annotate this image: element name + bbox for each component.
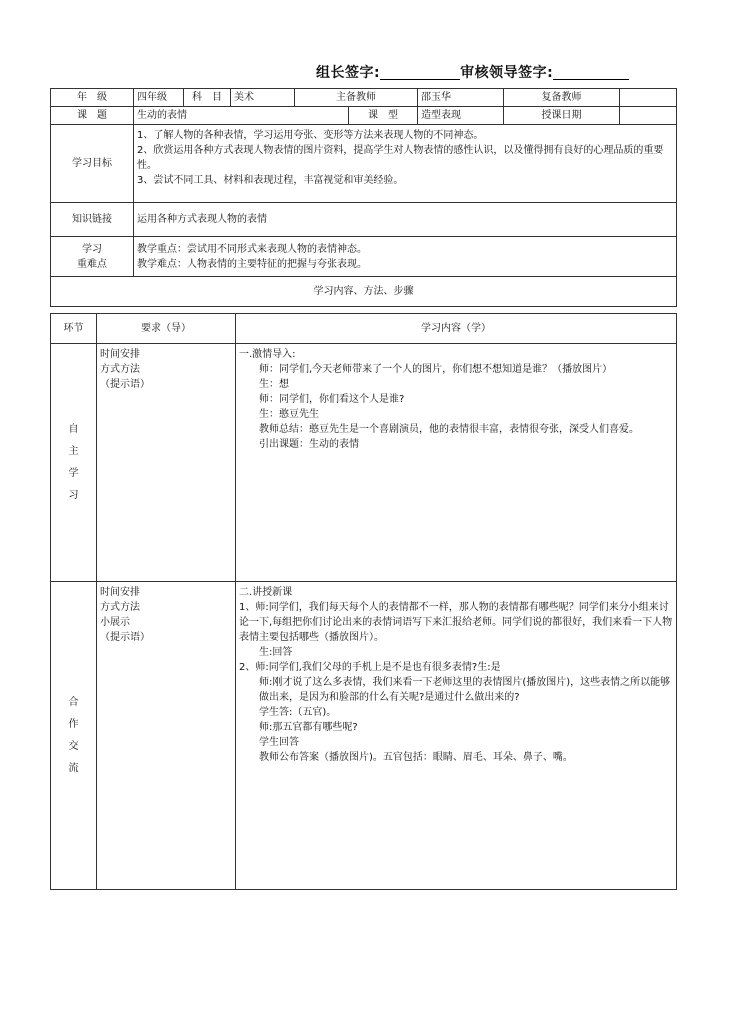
signature-line <box>316 62 629 82</box>
stage-name <box>51 582 97 890</box>
objective-item: 1、了解人物的各种表情，学习运用夸张、变形等方法来表现人物的不同神态。 <box>137 130 484 141</box>
content-line: 学生答:（五官)。 <box>259 707 337 718</box>
content-line: 生：憨豆先生 <box>259 409 319 420</box>
stage-name-char: 合 <box>68 696 79 708</box>
stage-name-char: 自 <box>68 423 79 435</box>
key-points-label <box>51 237 134 277</box>
requirement-line: 方式方法 <box>100 602 140 613</box>
date-value <box>620 107 677 125</box>
teaching-difficulty: 教学难点：人物表情的主要特征的把握与夸张表现。 <box>137 258 367 270</box>
content-line: 1、师:同学们，我们每天每个人的表情都不一样，那人物的表情都有哪些呢？同学们来分小组来讨论一下,每组把你们讨论出来的表情词语写下来汇报给老师。同学们说的都很好，我们来看一下人物表情主要包括哪些（播放图片）。 <box>239 602 673 643</box>
stage-row <box>51 582 677 890</box>
requirement-line: 时间安排 <box>100 349 140 360</box>
group-leader-signature-label: 组长签字: <box>316 65 381 81</box>
stage-name-char: 主 <box>68 445 79 457</box>
stage-name <box>51 344 97 582</box>
lesson-type-value: 造型表现 <box>418 107 504 125</box>
requirement-line: （提示语） <box>100 379 150 390</box>
objectives-content <box>134 125 677 203</box>
content-line: 生:回答 <box>259 647 293 658</box>
stage-name-char: 学 <box>68 467 79 479</box>
section-title: 学习内容、方法、步骤 <box>51 277 677 307</box>
requirement-line: 方式方法 <box>100 364 140 375</box>
content-line: 师：同学们，你们看这个人是谁? <box>259 394 405 405</box>
lead-teacher-label: 主备教师 <box>295 89 418 107</box>
content-line: 引出课题：生动的表情 <box>259 439 359 450</box>
content-line: 二.讲授新课 <box>239 587 293 598</box>
learning-process-table <box>50 313 677 890</box>
co-teacher-label: 复备教师 <box>504 89 620 107</box>
content-line: 一.激情导入: <box>239 349 296 360</box>
column-header-stage: 环节 <box>51 314 97 344</box>
key-points-content <box>134 237 677 277</box>
review-leader-signature-blank[interactable] <box>553 65 629 80</box>
stage-name-char: 交 <box>68 740 79 752</box>
lead-teacher-value: 邵玉华 <box>418 89 504 107</box>
stage-row <box>51 344 677 582</box>
subject-value: 美术 <box>231 89 295 107</box>
objectives-label: 学习目标 <box>51 125 134 203</box>
requirement-line: 小展示 <box>100 617 130 628</box>
objective-item: 3、尝试不同工具、材料和表现过程，丰富视觉和审美经验。 <box>137 175 404 186</box>
key-points-label-line2: 重难点 <box>77 258 107 270</box>
stage-name-char: 习 <box>68 489 79 501</box>
column-header-content: 学习内容（学） <box>236 314 677 344</box>
review-leader-signature-label: 审核领导签字: <box>460 65 554 81</box>
content-line: 师:那五官都有哪些呢? <box>259 722 358 733</box>
lesson-type-label: 课 型 <box>349 107 418 125</box>
teaching-focus: 教学重点：尝试用不同形式来表现人物的表情神态。 <box>137 243 367 255</box>
content-line: 教师总结：憨豆先生是一个喜剧演员，他的表情很丰富，表情很夸张，深受人们喜爱。 <box>259 424 639 435</box>
topic-value: 生动的表情 <box>134 107 349 125</box>
objective-item: 2、欣赏运用各种方式表现人物表情的图片资料，提高学生对人物表情的感性认识，以及懂得拥有良好的心理品质的重要性。 <box>137 145 664 171</box>
requirement-line: （提示语） <box>100 632 150 643</box>
grade-label: 年 级 <box>51 89 134 107</box>
stage-requirements <box>97 344 236 582</box>
stage-name-char: 作 <box>68 718 79 730</box>
column-header-requirement: 要求（导） <box>97 314 236 344</box>
date-label: 授课日期 <box>504 107 620 125</box>
requirement-line: 时间安排 <box>100 587 140 598</box>
content-line: 教师公布答案（播放图片)。五官包括：眼睛、眉毛、耳朵、鼻子、嘴。 <box>259 752 573 763</box>
stage-content <box>236 582 677 890</box>
content-line: 2、师:同学们,我们父母的手机上是不是也有很多表情?生:是 <box>239 662 501 673</box>
knowledge-content: 运用各种方式表现人物的表情 <box>134 203 677 237</box>
key-points-label-line1: 学习 <box>82 243 102 255</box>
grade-value: 四年级 <box>134 89 184 107</box>
content-line: 学生回答 <box>259 737 299 748</box>
stage-requirements <box>97 582 236 890</box>
knowledge-label: 知识链接 <box>51 203 134 237</box>
group-leader-signature-blank[interactable] <box>380 65 460 80</box>
stage-name-char: 流 <box>68 762 79 774</box>
topic-label: 课 题 <box>51 107 134 125</box>
content-line: 生：想 <box>259 379 289 390</box>
lesson-info-table <box>50 88 677 307</box>
content-line: 师：同学们,今天老师带来了一个人的图片，你们想不想知道是谁？（播放图片） <box>259 364 613 375</box>
subject-label: 科 目 <box>184 89 231 107</box>
content-line: 师:刚才说了这么多表情，我们来看一下老师这里的表情图片(播放图片)，这些表情之所以能够做出来，是因为和脸部的什么有关呢?是通过什么做出来的? <box>259 677 671 703</box>
co-teacher-value <box>620 89 677 107</box>
stage-content <box>236 344 677 582</box>
